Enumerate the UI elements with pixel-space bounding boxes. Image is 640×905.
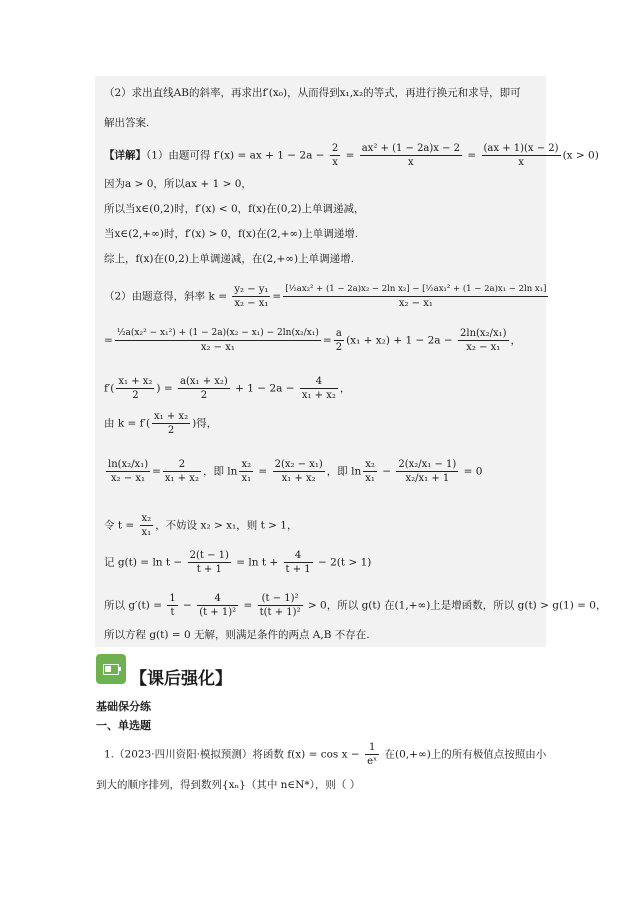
step-2: = $\frac{\text{½a(x₂² − x₁²) + (1 − 2a)(x₂ − x₁) − 2ln(x₂/x₁)}}{\text{x₂ − x₁}}$ = $\frac{a}{2}$ (x₁ + x₂) + 1 − 2a − $\frac{\text{2ln(x₂/x₁)}}{\text{x₂ − x₁}}$ ，	[104, 328, 522, 353]
eq1-rhs: $\frac{2}{\text{x₁ + x₂}}$	[164, 459, 199, 484]
step2-last-frac: $\frac{\text{2ln(x₂/x₁)}}{\text{x₂ − x₁}}$	[460, 328, 507, 353]
k-frac-1: $\frac{\text{y₂ − y₁}}{\text{x₂ − x₁}}$	[234, 284, 269, 309]
eq1-b: $\frac{\text{x₂}}{\text{x₁}}$	[241, 459, 252, 484]
from-line: 由 k = f′( $\frac{\text{x₁ + x₂}}{2}$ )得，	[104, 411, 218, 436]
subheading-single-choice: 一、单选题	[96, 719, 151, 732]
question-line-1: 1.（2023·四川资阳·模拟预测）将函数 f(x) = cos x − $\frac{1}{\text{eˣ}}$ 在(0,+∞)上的所有极值点按照由小	[104, 742, 547, 767]
line-c: 当x∈(2,+∞)时，f′(x) > 0，f(x)在(2,+∞)上单调递增.	[104, 228, 359, 240]
step2-frac: $\frac{\text{½a(x₂² − x₁²) + (1 − 2a)(x₂ − x₁) − 2ln(x₂/x₁)}}{\text{x₂ − x₁}}$	[116, 328, 319, 353]
intro-line-2: 解出答案.	[104, 117, 150, 129]
fprime-arg: $\frac{\text{x₁ + x₂}}{2}$	[118, 376, 153, 401]
line-d: 综上，f(x)在(0,2)上单调递减，在(2,+∞)上单调递增.	[104, 253, 354, 265]
k-big-frac: [½ax₂² + (1 − 2a)x₂ − 2ln x₂] − [½ax₁² + (1 − 2a)x₁ − 2ln x₁] x₂ − x₁	[285, 284, 547, 309]
gp-f3: $\frac{\text{(t − 1)²}}{\text{t(t + 1)²}}$	[259, 593, 301, 618]
g-f2: $\frac{4}{t + 1}$	[285, 550, 311, 575]
detail-line: 【详解】（1）由题可得 f′(x) = ax + 1 − 2a − $\frac{2}{x}$ = $\frac{\text{ax² + (1 − 2a)x − 2}}{x}$ = $\frac{(ax + 1)(x - 2)}{x}$ (x > 0)	[104, 143, 599, 168]
step2-mid-frac: $\frac{a}{2}$	[335, 328, 343, 353]
g-f1: $\frac{2(t - 1)}{t + 1}$	[189, 550, 229, 575]
let-line: 令 t = $\frac{\text{x₂}}{\text{x₁}}$ ，不妨设 x₂ > x₁，则 t > 1，	[104, 513, 298, 538]
section-title: 【课后强化】	[130, 669, 232, 689]
eq1-d: $\frac{\text{x₂}}{\text{x₁}}$	[365, 459, 375, 484]
battery-icon	[96, 654, 126, 684]
gprime-line: 所以 g′(t) = $\frac{1}{t}$ − $\frac{4}{\text{(t + 1)²}}$ = $\frac{\text{(t − 1)²}}{\text{t(t + 1)²}}$ > 0，所以 g(t) 在(1,+∞)上是增函数，所以 g(t) > g(1) = 0，	[104, 593, 607, 618]
line-a: 因为a > 0，所以ax + 1 > 0，	[104, 178, 252, 190]
fprime-line: f′( $\frac{\text{x₁ + x₂}}{2}$ ) = $\frac{\text{a(x₁ + x₂)}}{2}$ + 1 − 2a − $\frac{4}{\text{x₁ + x₂}}$ ，	[104, 376, 351, 401]
detail-part1: （1）由题可得 f′(x) = ax + 1 − 2a −	[146, 149, 328, 162]
eq1-line: $\frac{\text{ln(x₂/x₁)}}{\text{x₂ − x₁}}$ = $\frac{2}{\text{x₁ + x₂}}$ ，即 ln $\frac{\text{x₂}}{\text{x₁}}$ = $\frac{\text{2(x₂ − x₁)}}{\text{x₁ + x₂}}$ ，即 ln $\frac{\text{x₂}}{\text{x₁}}$ − $\frac{\text{2(x₂/x₁ − 1)}}{\text{x₂/x₁ + 1}}$ = 0	[108, 459, 483, 484]
part2-slope: （2）由题意得，斜率 k = $\frac{\text{y₂ − y₁}}{\text{x₂ − x₁}}$ = [½ax₂² + (1 − 2a)x₂ − 2ln x₂] − [½ax₁² + (1 − 2a)x₁ − 2ln x₁] x₂ − x₁	[104, 284, 547, 309]
let-frac: $\frac{\text{x₂}}{\text{x₁}}$	[141, 513, 152, 538]
fprime-f3: $\frac{4}{\text{x₁ + x₂}}$	[301, 376, 336, 401]
final-line: 所以方程 g(t) = 0 无解，则满足条件的两点 A,B 不存在.	[104, 629, 370, 641]
detail-frac-1: $\frac{2}{x}$	[331, 143, 339, 168]
detail-frac-3: $\frac{(ax + 1)(x - 2)}{x}$	[483, 143, 559, 168]
question-line-2: 到大的顺序排列，得到数列{xₙ}（其中 n∈N*），则（ ）	[96, 779, 361, 791]
fprime-f2: $\frac{\text{a(x₁ + x₂)}}{2}$	[180, 376, 228, 401]
eq1-c: $\frac{\text{2(x₂ − x₁)}}{\text{x₁ + x₂}}$	[274, 459, 323, 484]
intro-line-1: （2）求出直线AB的斜率，再求出f′(x₀)，从而得到x₁,x₂的等式，再进行换元和求导，即可	[104, 87, 521, 99]
detail-label: 【详解】	[104, 149, 146, 162]
subheading-basic: 基础保分练	[96, 700, 151, 713]
gp-f2: $\frac{4}{\text{(t + 1)²}}$	[199, 593, 237, 618]
eq1-e: $\frac{\text{2(x₂/x₁ − 1)}}{\text{x₂/x₁ + 1}}$	[398, 459, 457, 484]
line-b: 所以当x∈(0,2)时，f′(x) < 0，f(x)在(0,2)上单调递减，	[104, 203, 365, 215]
question-frac: $\frac{1}{\text{eˣ}}$	[367, 742, 378, 767]
detail-frac-2: $\frac{\text{ax² + (1 − 2a)x − 2}}{x}$	[361, 143, 461, 168]
from-frac: $\frac{\text{x₁ + x₂}}{2}$	[154, 411, 189, 436]
g-line: 记 g(t) = ln t − $\frac{2(t - 1)}{t + 1}$ = ln t + $\frac{4}{t + 1}$ − 2(t > 1)	[104, 550, 372, 575]
detail-cond: (x > 0)	[562, 149, 599, 162]
gp-f1: $\frac{1}{t}$	[169, 593, 176, 618]
eq1-frac: $\frac{\text{ln(x₂/x₁)}}{\text{x₂ − x₁}}$	[108, 459, 149, 484]
